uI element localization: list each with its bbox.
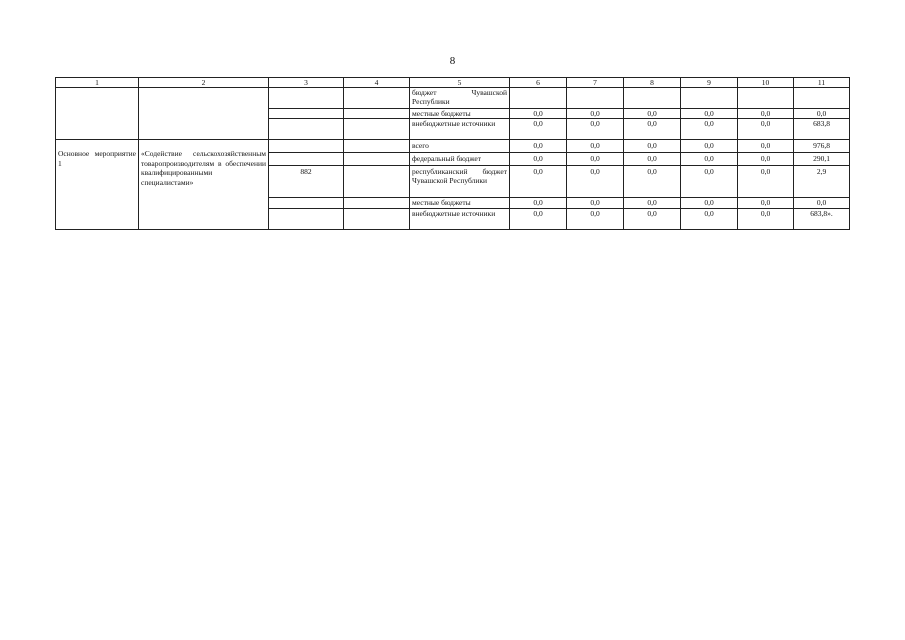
empty-cell xyxy=(344,209,410,230)
empty-cell xyxy=(344,153,410,166)
value-cell xyxy=(794,88,850,109)
value-cell: 0,0 xyxy=(624,198,681,209)
value-cell: 0,0 xyxy=(681,140,738,153)
value-cell: 0,0 xyxy=(794,198,850,209)
column-number: 9 xyxy=(681,78,738,88)
value-cell: 0,0 xyxy=(738,140,794,153)
value-cell xyxy=(624,88,681,109)
column-number: 7 xyxy=(567,78,624,88)
budget-table xyxy=(55,77,850,230)
column-number: 5 xyxy=(410,78,510,88)
empty-cell xyxy=(344,140,410,153)
value-cell: 0,0 xyxy=(738,153,794,166)
value-cell: 0,0 xyxy=(510,198,567,209)
funding-source: бюджет Чувашской Республики xyxy=(410,88,510,109)
value-cell: 0,0 xyxy=(738,166,794,198)
value-cell: 0,0 xyxy=(567,198,624,209)
value-cell: 0,0 xyxy=(738,109,794,119)
value-cell: 0,0 xyxy=(681,198,738,209)
value-cell: 0,0 xyxy=(510,209,567,230)
funding-source: внебюджетные источники xyxy=(410,119,510,140)
page-number: 8 xyxy=(449,55,456,67)
value-cell: 0,0 xyxy=(624,119,681,140)
status-cell xyxy=(56,88,139,140)
code-cell xyxy=(269,88,344,109)
value-cell: 0,0 xyxy=(510,109,567,119)
value-cell: 0,0 xyxy=(567,166,624,198)
value-cell: 0,0 xyxy=(567,119,624,140)
empty-cell xyxy=(344,166,410,198)
value-cell: 0,0 xyxy=(738,119,794,140)
funding-source: местные бюджеты xyxy=(410,198,510,209)
empty-cell xyxy=(344,198,410,209)
code-cell xyxy=(269,209,344,230)
column-number: 3 xyxy=(269,78,344,88)
value-cell: 0,0 xyxy=(567,153,624,166)
value-cell: 0,0 xyxy=(738,198,794,209)
event-name: «Содействие сельскохозяйственным товаропроизводителям в обеспечении квалифицированными специалистами» xyxy=(139,140,269,230)
value-cell xyxy=(738,88,794,109)
code-cell xyxy=(269,109,344,119)
empty-cell xyxy=(344,109,410,119)
empty-cell xyxy=(344,88,410,109)
column-number: 8 xyxy=(624,78,681,88)
value-cell: 683,8 xyxy=(794,119,850,140)
value-cell: 0,0 xyxy=(567,140,624,153)
code-cell xyxy=(269,140,344,153)
column-number: 1 xyxy=(56,78,139,88)
value-cell: 0,0 xyxy=(567,109,624,119)
name-cell xyxy=(139,88,269,140)
budget-code: 882 xyxy=(269,166,344,198)
column-number: 6 xyxy=(510,78,567,88)
value-cell: 0,0 xyxy=(681,153,738,166)
column-number-row xyxy=(56,78,850,88)
value-cell: 0,0 xyxy=(681,166,738,198)
funding-source: местные бюджеты xyxy=(410,109,510,119)
funding-source: внебюджетные источники xyxy=(410,209,510,230)
funding-source: республиканский бюджет Чувашской Республики xyxy=(410,166,510,198)
value-cell: 0,0 xyxy=(510,166,567,198)
value-cell: 2,9 xyxy=(794,166,850,198)
value-cell: 0,0 xyxy=(624,153,681,166)
empty-cell xyxy=(344,119,410,140)
value-cell: 0,0 xyxy=(681,209,738,230)
value-cell: 0,0 xyxy=(510,119,567,140)
column-number: 4 xyxy=(344,78,410,88)
value-cell: 290,1 xyxy=(794,153,850,166)
value-cell: 0,0 xyxy=(794,109,850,119)
code-cell xyxy=(269,119,344,140)
code-cell xyxy=(269,153,344,166)
value-cell xyxy=(567,88,624,109)
value-cell xyxy=(510,88,567,109)
value-cell: 0,0 xyxy=(567,209,624,230)
value-cell: 0,0 xyxy=(681,119,738,140)
event-status: Основное мероприятие 1 xyxy=(56,140,139,230)
table-row xyxy=(56,88,850,109)
column-number: 11 xyxy=(794,78,850,88)
column-number: 10 xyxy=(738,78,794,88)
table-row xyxy=(56,140,850,153)
funding-source: всего xyxy=(410,140,510,153)
value-cell xyxy=(681,88,738,109)
value-cell: 0,0 xyxy=(510,153,567,166)
value-cell: 0,0 xyxy=(681,109,738,119)
value-cell: 0,0 xyxy=(624,209,681,230)
code-cell xyxy=(269,198,344,209)
value-cell: 0,0 xyxy=(624,140,681,153)
funding-source: федеральный бюджет xyxy=(410,153,510,166)
value-cell: 0,0 xyxy=(624,166,681,198)
value-cell: 976,8 xyxy=(794,140,850,153)
column-number: 2 xyxy=(139,78,269,88)
value-cell: 0,0 xyxy=(510,140,567,153)
value-cell: 0,0 xyxy=(624,109,681,119)
value-cell: 683,8». xyxy=(794,209,850,230)
value-cell: 0,0 xyxy=(738,209,794,230)
